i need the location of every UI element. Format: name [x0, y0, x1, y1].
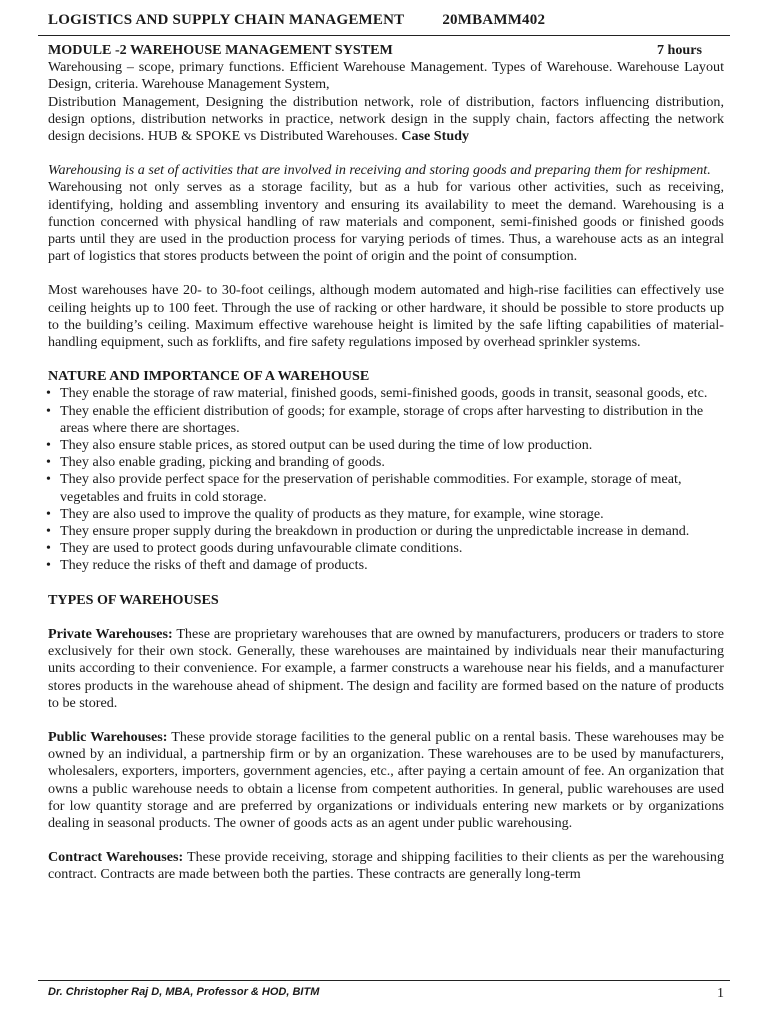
- page-header: [48, 12, 545, 29]
- list-item: • They enable the efficient distribution of goods; for example, storage of crops after harvesting to distribution in the areas where there are shortages.: [48, 403, 724, 437]
- list-item: • They also ensure stable prices, as stored output can be used during the time of low production.: [48, 437, 724, 454]
- footer-divider: [38, 980, 730, 981]
- module-hours: 7 hours: [656, 42, 702, 58]
- nature-list: [48, 385, 724, 574]
- page-number: 1: [717, 986, 724, 1001]
- private-warehouses-term: Private Warehouses:: [48, 625, 173, 642]
- list-item: • They are also used to improve the quality of products as they mature, for example, wine storage.: [48, 506, 724, 523]
- public-warehouses-term: Public Warehouses:: [48, 728, 168, 745]
- document-body: [48, 42, 724, 884]
- list-item: • They also enable grading, picking and branding of goods.: [48, 454, 724, 471]
- types-heading: TYPES OF WAREHOUSES: [48, 591, 219, 608]
- list-item: • They also provide perfect space for the preservation of perishable commodities. For example, storage of meat, vegetables and fruits in cold storage.: [48, 471, 724, 505]
- syllabus-text: Distribution Management, Designing the distribution network, role of distribution, factors influencing distribution, design options, distribution networks in practice, network design in the supply chain, factors affecting the network design decisions. HUB & SPOKE vs Distributed Warehouses.: [48, 93, 724, 145]
- nature-heading: NATURE AND IMPORTANCE OF A WAREHOUSE: [48, 368, 370, 385]
- private-warehouses-text: These are proprietary warehouses that are owned by manufacturers, producers or traders to store exclusively for their own stock. Generally, these warehouses are maintained by individuals near their manufacturing units according to their convenience. For example, a farmer constructs a warehouse near his fields, and a manufacturer stores products in the warehouse ahead of shipment. The design and facility are formed based on the nature of products to be stored.: [48, 625, 724, 711]
- public-warehouses-paragraph: [48, 729, 724, 832]
- list-item: • They ensure proper supply during the breakdown in production or during the unpredictable increase in demand.: [48, 523, 724, 540]
- public-warehouses-text: These provide storage facilities to the general public on a rental basis. These warehouses may be owned by an individual, a partnership firm or by an organization. These warehouses are to be used by manufacturers, wholesalers, exporters, importers, government agencies, etc., after paying a certain amount of fee. An organization that owns a public warehouse needs to obtain a license from competent authorities. In general, public warehouses are used for low quantity storage and are preferred by organizations or individuals entering new markets or by organizations dealing in seasonal products. The owner of goods acts as an agent under public warehousing.: [48, 728, 724, 831]
- list-item: • They are used to protect goods during unfavourable climate conditions.: [48, 540, 724, 557]
- module-heading: [48, 42, 724, 59]
- header-divider: [38, 35, 730, 36]
- module-title: MODULE -2 WAREHOUSE MANAGEMENT SYSTEM: [48, 42, 393, 58]
- syllabus-line-2: [48, 94, 724, 146]
- warehousing-definition: Warehousing is a set of activities that are involved in receiving and storing goods and preparing them for reshipment.: [48, 162, 711, 179]
- footer-author: Dr. Christopher Raj D, MBA, Professor & HOD, BITM: [48, 986, 320, 998]
- contract-warehouses-text: These provide receiving, storage and shipping facilities to their clients as per the warehousing contract. Contracts are made between both the parties. These contracts are generally long-term: [48, 849, 724, 883]
- course-title: LOGISTICS AND SUPPLY CHAIN MANAGEMENT: [48, 12, 405, 28]
- list-item: • They reduce the risks of theft and damage of products.: [48, 557, 724, 574]
- private-warehouses-paragraph: [48, 626, 724, 712]
- case-study-label: Case Study: [401, 128, 470, 145]
- paragraph-warehousing: Warehousing not only serves as a storage facility, but as a hub for various other activities, such as receiving, identifying, holding and assembling inventory and ensuring its availability to meet the demand. Warehousing is a function concerned with physical handling of raw materials and component, semi-finished goods or finished goods parts until they are used in the production process for varying periods of times. Thus, a warehouse acts as an integral part of logistics that stores products between the point of origin and the point of consumption.: [48, 179, 724, 265]
- list-item: • They enable the storage of raw material, finished goods, semi-finished goods, goods in transit, seasonal goods, etc.: [48, 385, 724, 402]
- course-code: 20MBAMM402: [442, 12, 546, 28]
- contract-warehouses-term: Contract Warehouses:: [48, 849, 184, 866]
- paragraph-ceilings: Most warehouses have 20- to 30-foot ceilings, although modem automated and high-rise facilities can effectively use ceiling heights up to 100 feet. Through the use of racking or other hardware, it should be possible to store products up to the building’s ceiling. Maximum effective warehouse height is limited by the safe lifting capabilities of material-handling equipment, such as forklifts, and fire safety regulations imposed by overhead sprinkler systems.: [48, 282, 724, 351]
- contract-warehouses-paragraph: [48, 849, 724, 883]
- syllabus-line-1: Warehousing – scope, primary functions. Efficient Warehouse Management. Types of Warehouse. Warehouse Layout Design, criteria. Warehouse Management System,: [48, 59, 724, 93]
